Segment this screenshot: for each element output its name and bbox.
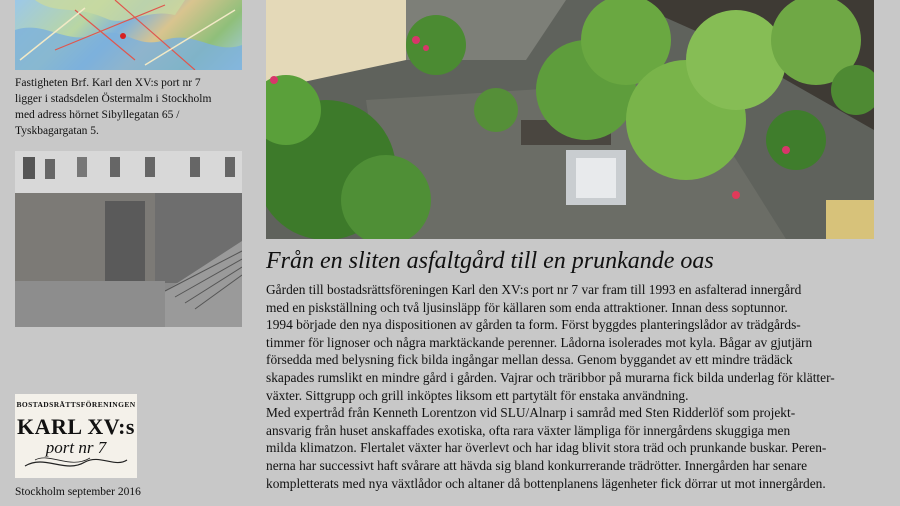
body-line: med en piskställning och två ljusinsläpp för källaren som enda attraktioner. Innan dess soptunnor.	[266, 299, 788, 315]
caption-line: Fastigheten Brf. Karl den XV:s port nr 7	[15, 77, 201, 89]
caption-line: med adress hörnet Sibyllegatan 65 /	[15, 109, 180, 121]
body-line: skapades rumslikt en mindre gård i gården. Vajrar och träribbor på murarna fick bilda underlag för klätter-	[266, 369, 835, 385]
logo-arc-text: BOSTADSRÄTTSFÖRENINGEN	[16, 400, 136, 409]
footer-date: Stockholm september 2016	[15, 486, 141, 498]
body-line: kompletterats med nya växtlådor och altaner då bottenplanens lägenheter fick dörrar ut mot innergården.	[266, 475, 826, 491]
logo-subtitle: port nr 7	[45, 438, 107, 457]
article-title: Från en sliten asfaltgård till en prunkande oas	[266, 248, 714, 274]
body-line: milda klimatzon. Flertalet växter har överlevt och har idag blivit stora träd och prunkande buskar. Peren-	[266, 440, 827, 456]
caption-line: ligger i stadsdelen Östermalm i Stockholm	[15, 93, 212, 105]
body-line: nerna har successivt haft svårare att hävda sig bland konkurrerande trädrötter. Innergården har senare	[266, 457, 808, 473]
body-line: växter. Sittgrupp och grill inköptes liksom ett partytält för enstaka användning.	[266, 387, 689, 403]
body-line: ansvarig från huset anskaffades exotiska, ofta rara växter lämpliga för innergårdens skuggiga men	[266, 422, 791, 438]
body-line: försedda med belysning fick bilda ingångar mellan dessa. Genom byggandet av ett mindre trädäck	[266, 352, 793, 368]
map-caption	[15, 75, 247, 139]
caption-line: Tyskbagargatan 5.	[15, 125, 99, 137]
body-line: Med expertråd från Kenneth Lorentzon vid SLU/Alnarp i samråd med Sten Ridderlöf som projekt-	[266, 405, 796, 421]
logo-name: KARL XV:s	[17, 414, 135, 439]
body-line: timmer för lignoser och några marktäckande perenner. Lådorna isolerades mot kyla. Bågar av gjutjärn	[266, 334, 813, 350]
association-logo	[15, 394, 137, 478]
map-image	[15, 0, 242, 70]
garden-photo	[266, 0, 874, 239]
body-line: 1994 började den nya dispositionen av gården ta form. Först byggdes planteringslådor av trädgårds-	[266, 317, 801, 333]
article-body	[266, 281, 896, 492]
body-line: Gården till bostadsrättsföreningen Karl den XV:s port nr 7 var fram till 1993 en asfalterad innergård	[266, 282, 802, 297]
courtyard-before-photo	[15, 151, 242, 327]
